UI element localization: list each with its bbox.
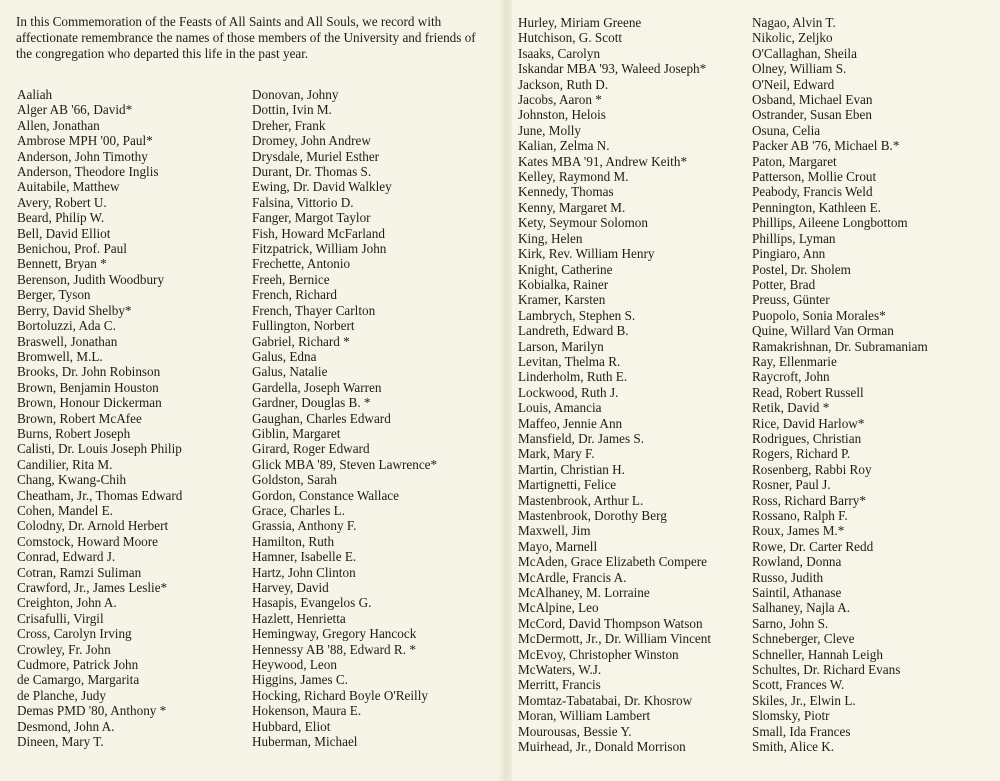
name-entry: Cross, Carolyn Irving xyxy=(17,626,132,642)
name-entry: Ray, Ellenmarie xyxy=(752,353,837,369)
name-entry: Hennessy AB '88, Edward R. * xyxy=(252,641,416,657)
name-entry: Kennedy, Thomas xyxy=(518,184,614,200)
name-entry: Alger AB '66, David* xyxy=(17,102,133,118)
name-entry: June, Molly xyxy=(518,122,582,138)
name-entry: Mastenbrook, Arthur L. xyxy=(518,492,644,508)
name-entry: Schultes, Dr. Richard Evans xyxy=(752,662,901,678)
name-entry: Ewing, Dr. David Walkley xyxy=(252,179,392,195)
name-entry: Hubbard, Eliot xyxy=(252,718,331,734)
name-entry: King, Helen xyxy=(518,230,583,246)
name-entry: Conrad, Edward J. xyxy=(17,549,116,565)
name-entry: Benichou, Prof. Paul xyxy=(17,241,127,257)
name-entry: Glick MBA '89, Steven Lawrence* xyxy=(252,456,438,472)
name-entry: Smith, Alice K. xyxy=(752,739,835,755)
name-entry: Demas PMD '80, Anthony * xyxy=(17,703,167,719)
name-entry: Bell, David Elliot xyxy=(17,225,111,241)
name-entry: Maffeo, Jennie Ann xyxy=(518,415,623,431)
name-entry: Schneller, Hannah Leigh xyxy=(752,646,883,662)
name-entry: Crisafulli, Virgil xyxy=(17,610,104,626)
name-entry: McCord, David Thompson Watson xyxy=(518,615,703,631)
name-entry: Merritt, Francis xyxy=(518,677,601,693)
name-entry: Kobialka, Rainer xyxy=(518,276,609,292)
name-entry: Kelley, Raymond M. xyxy=(518,169,629,185)
name-entry: Freeh, Bernice xyxy=(252,271,330,287)
name-entry: Ramakrishnan, Dr. Subramaniam xyxy=(752,338,928,354)
name-entry: Packer AB '76, Michael B.* xyxy=(752,138,900,154)
name-entry: Giblin, Margaret xyxy=(252,425,341,441)
name-entry: Rowland, Donna xyxy=(752,554,842,570)
name-entry: Cudmore, Patrick John xyxy=(17,657,139,673)
name-entry: Potter, Brad xyxy=(752,276,816,292)
name-entry: Rossano, Ralph F. xyxy=(752,508,848,523)
name-entry: Cohen, Mandel E. xyxy=(17,502,113,518)
name-column-4 xyxy=(752,15,928,755)
name-entry: Gordon, Constance Wallace xyxy=(252,487,400,503)
name-entry: Anderson, John Timothy xyxy=(17,148,148,164)
name-entry: McEvoy, Christopher Winston xyxy=(518,646,679,662)
name-entry: Dromey, John Andrew xyxy=(252,133,371,149)
name-entry: Sarno, John S. xyxy=(752,615,829,631)
name-entry: Puopolo, Sonia Morales* xyxy=(752,307,886,323)
name-entry: Brown, Robert McAfee xyxy=(17,410,142,426)
name-entry: Pennington, Kathleen E. xyxy=(752,199,881,215)
page-fold xyxy=(498,0,512,781)
name-entry: Fanger, Margot Taylor xyxy=(252,210,371,226)
name-entry: Levitan, Thelma R. xyxy=(518,353,621,369)
name-entry: Goldston, Sarah xyxy=(252,472,337,488)
name-entry: Girard, Roger Edward xyxy=(252,441,370,457)
name-entry: de Camargo, Margarita xyxy=(17,672,140,688)
name-entry: Mansfield, Dr. James S. xyxy=(518,430,645,446)
name-entry: Read, Robert Russell xyxy=(752,384,864,400)
name-entry: Chang, Kwang-Chih xyxy=(17,472,127,488)
name-entry: Calisti, Dr. Louis Joseph Philip xyxy=(17,441,182,457)
name-entry: Bortoluzzi, Ada C. xyxy=(17,318,116,334)
name-entry: Brown, Benjamin Houston xyxy=(17,379,159,395)
name-entry: Peabody, Francis Weld xyxy=(752,184,873,200)
name-entry: Kety, Seymour Solomon xyxy=(518,215,648,231)
name-entry: Lockwood, Ruth J. xyxy=(518,384,619,400)
name-entry: Rosner, Paul J. xyxy=(752,477,831,493)
name-entry: McAlhaney, M. Lorraine xyxy=(518,585,650,601)
name-entry: Durant, Dr. Thomas S. xyxy=(252,164,372,180)
name-entry: Small, Ida Frances xyxy=(752,723,851,739)
name-entry: Gaughan, Charles Edward xyxy=(252,410,391,426)
name-entry: French, Richard xyxy=(252,287,337,303)
name-entry: Landreth, Edward B. xyxy=(518,323,629,339)
name-entry: Brooks, Dr. John Robinson xyxy=(17,364,161,380)
name-column-1 xyxy=(17,87,182,749)
name-entry: Moran, William Lambert xyxy=(518,708,651,724)
name-entry: Nagao, Alvin T. xyxy=(752,15,836,30)
name-entry: Desmond, John A. xyxy=(17,718,115,734)
name-entry: Raycroft, John xyxy=(752,369,830,385)
name-entry: Kalian, Zelma N. xyxy=(518,138,610,154)
name-entry: Scott, Frances W. xyxy=(752,677,845,693)
name-entry: Knight, Catherine xyxy=(518,261,613,277)
name-entry: Schneberger, Cleve xyxy=(752,631,855,647)
name-entry: Pingiaro, Ann xyxy=(752,246,826,262)
name-entry: McAlpine, Leo xyxy=(518,600,599,616)
name-entry: Hemingway, Gregory Hancock xyxy=(252,626,417,642)
name-entry: McDermott, Jr., Dr. William Vincent xyxy=(518,631,712,647)
name-column-3 xyxy=(518,15,711,755)
right-page xyxy=(503,0,1000,781)
name-entry: Bromwell, M.L. xyxy=(17,348,103,364)
name-entry: Roux, James M.* xyxy=(752,523,845,539)
name-entry: Fitzpatrick, William John xyxy=(252,241,387,257)
name-entry: Saintil, Athanase xyxy=(752,585,842,601)
name-entry: Cotran, Ramzi Suliman xyxy=(17,564,142,580)
name-entry: Braswell, Jonathan xyxy=(17,333,118,349)
name-entry: Brown, Honour Dickerman xyxy=(17,395,162,411)
name-entry: Burns, Robert Joseph xyxy=(17,425,131,441)
name-entry: Higgins, James C. xyxy=(252,672,348,688)
name-entry: Harvey, David xyxy=(252,580,329,595)
name-entry: Linderholm, Ruth E. xyxy=(518,369,628,385)
name-entry: Gardner, Douglas B. * xyxy=(252,395,371,411)
name-entry: Beard, Philip W. xyxy=(17,210,105,226)
name-entry: Johnston, Helois xyxy=(518,107,606,123)
name-entry: Galus, Edna xyxy=(252,348,317,364)
name-entry: Allen, Jonathan xyxy=(17,117,100,133)
name-entry: Crawford, Jr., James Leslie* xyxy=(17,580,168,595)
name-entry: Mark, Mary F. xyxy=(518,446,595,462)
name-entry: Ostrander, Susan Eben xyxy=(752,107,872,123)
name-entry: Grassia, Anthony F. xyxy=(252,518,357,534)
name-entry: Berenson, Judith Woodbury xyxy=(17,271,165,287)
intro-paragraph: In this Commemoration of the Feasts of All Saints and All Souls, we record with affectionate remembrance the names of those members of the University and friends of the congregation who departed this life in the past year. xyxy=(16,14,476,61)
name-entry: Iskandar MBA '93, Waleed Joseph* xyxy=(518,61,707,77)
name-entry: Fullington, Norbert xyxy=(252,318,355,334)
name-entry: Dineen, Mary T. xyxy=(17,734,104,750)
name-entry: Hartz, John Clinton xyxy=(252,564,356,580)
name-entry: Jacobs, Aaron * xyxy=(518,92,602,108)
name-entry: Gabriel, Richard * xyxy=(252,333,350,349)
name-entry: Aaliah xyxy=(17,87,53,102)
name-entry: Kirk, Rev. William Henry xyxy=(518,246,655,262)
name-entry: Dreher, Frank xyxy=(252,117,326,133)
name-entry: Hamner, Isabelle E. xyxy=(252,549,357,565)
name-entry: Rosenberg, Rabbi Roy xyxy=(752,461,872,477)
name-entry: Candilier, Rita M. xyxy=(17,456,113,472)
name-entry: Falsina, Vittorio D. xyxy=(252,194,354,210)
name-entry: Hasapis, Evangelos G. xyxy=(252,595,372,611)
name-entry: Mastenbrook, Dorothy Berg xyxy=(518,508,667,523)
name-entry: Frechette, Antonio xyxy=(252,256,351,272)
name-entry: Hurley, Miriam Greene xyxy=(518,15,642,30)
name-entry: Nikolic, Zeljko xyxy=(752,30,833,46)
name-entry: Berger, Tyson xyxy=(17,287,91,303)
name-entry: de Planche, Judy xyxy=(17,687,106,703)
name-entry: Colodny, Dr. Arnold Herbert xyxy=(17,518,169,534)
name-entry: Mourousas, Bessie Y. xyxy=(518,723,632,739)
name-entry: Quine, Willard Van Orman xyxy=(752,323,894,339)
name-entry: O'Callaghan, Sheila xyxy=(752,45,857,61)
name-entry: Patterson, Mollie Crout xyxy=(752,169,877,185)
name-entry: Gardella, Joseph Warren xyxy=(252,379,382,395)
name-entry: Rice, David Harlow* xyxy=(752,415,865,431)
name-entry: Avery, Robert U. xyxy=(17,194,107,210)
name-entry: Rowe, Dr. Carter Redd xyxy=(752,538,874,554)
name-entry: Hutchison, G. Scott xyxy=(518,30,623,46)
name-entry: Heywood, Leon xyxy=(252,657,337,673)
name-column-2 xyxy=(252,87,437,749)
name-entry: Creighton, John A. xyxy=(17,595,117,611)
name-entry: Drysdale, Muriel Esther xyxy=(252,148,380,164)
name-entry: Slomsky, Piotr xyxy=(752,708,830,724)
name-entry: Skiles, Jr., Elwin L. xyxy=(752,692,856,708)
name-entry: Postel, Dr. Sholem xyxy=(752,261,851,277)
name-entry: McAden, Grace Elizabeth Compere xyxy=(518,554,707,570)
name-entry: Auitabile, Matthew xyxy=(17,179,120,195)
name-entry: Hokenson, Maura E. xyxy=(252,703,362,719)
name-entry: Phillips, Aileene Longbottom xyxy=(752,215,908,231)
name-entry: Hocking, Richard Boyle O'Reilly xyxy=(252,687,428,703)
name-entry: Paton, Margaret xyxy=(752,153,837,169)
name-entry: Huberman, Michael xyxy=(252,734,358,750)
name-entry: Bennett, Bryan * xyxy=(17,256,107,272)
name-entry: Rogers, Richard P. xyxy=(752,446,851,462)
name-entry: Comstock, Howard Moore xyxy=(17,533,159,549)
name-entry: Martin, Christian H. xyxy=(518,461,625,477)
name-entry: Berry, David Shelby* xyxy=(17,302,132,318)
name-entry: Salhaney, Najla A. xyxy=(752,600,851,616)
name-entry: Momtaz-Tabatabai, Dr. Khosrow xyxy=(518,692,693,708)
name-entry: O'Neil, Edward xyxy=(752,76,835,92)
name-entry: Preuss, Günter xyxy=(752,292,830,308)
name-entry: Muirhead, Jr., Donald Morrison xyxy=(518,739,686,755)
name-entry: Kenny, Margaret M. xyxy=(518,199,626,215)
name-entry: Jackson, Ruth D. xyxy=(518,76,609,92)
name-entry: McWaters, W.J. xyxy=(518,662,602,678)
name-entry: Phillips, Lyman xyxy=(752,230,836,246)
name-entry: Anderson, Theodore Inglis xyxy=(17,164,159,180)
name-entry: Hamilton, Ruth xyxy=(252,533,335,549)
name-entry: Russo, Judith xyxy=(752,569,824,585)
name-entry: Kates MBA '91, Andrew Keith* xyxy=(518,153,688,169)
name-entry: Fish, Howard McFarland xyxy=(252,225,385,241)
name-entry: Osband, Michael Evan xyxy=(752,92,873,108)
name-entry: Kramer, Karsten xyxy=(518,292,606,308)
name-entry: Galus, Natalie xyxy=(252,364,328,380)
name-entry: Louis, Amancia xyxy=(518,400,602,416)
name-entry: Dottin, Ivin M. xyxy=(252,102,332,118)
name-entry: Hazlett, Henrietta xyxy=(252,610,346,626)
name-entry: Olney, William S. xyxy=(752,61,847,77)
name-entry: Ross, Richard Barry* xyxy=(752,492,866,508)
name-entry: Osuna, Celia xyxy=(752,122,821,138)
name-entry: French, Thayer Carlton xyxy=(252,302,376,318)
name-entry: McArdle, Francis A. xyxy=(518,569,627,585)
name-entry: Rodrigues, Christian xyxy=(752,430,862,446)
name-entry: Isaaks, Carolyn xyxy=(518,45,601,61)
name-entry: Martignetti, Felice xyxy=(518,477,617,493)
name-entry: Donovan, Johny xyxy=(252,87,339,102)
name-entry: Mayo, Marnell xyxy=(518,538,598,554)
name-entry: Lambrych, Stephen S. xyxy=(518,307,636,323)
name-entry: Grace, Charles L. xyxy=(252,502,346,518)
name-entry: Retik, David * xyxy=(752,400,830,416)
name-entry: Larson, Marilyn xyxy=(518,338,604,354)
name-entry: Maxwell, Jim xyxy=(518,523,591,539)
name-entry: Cheatham, Jr., Thomas Edward xyxy=(17,487,183,503)
name-entry: Ambrose MPH '00, Paul* xyxy=(17,133,153,149)
name-entry: Crowley, Fr. John xyxy=(17,641,111,657)
